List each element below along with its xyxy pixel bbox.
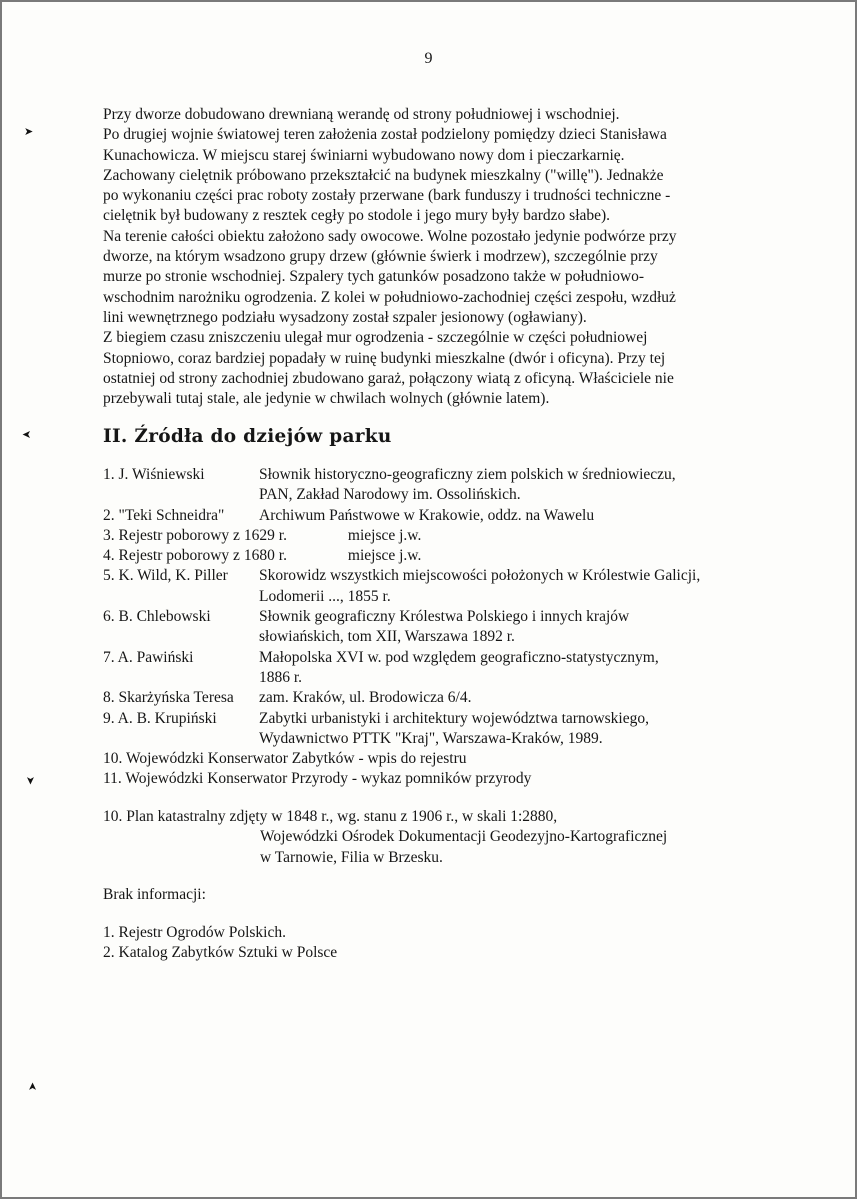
source-line: 1886 r. bbox=[259, 668, 303, 686]
binder-mark-icon: ➤ bbox=[22, 428, 32, 441]
cadastral-plan-entry bbox=[103, 807, 773, 868]
source-author: 7. A. Pawiński bbox=[103, 648, 194, 666]
text-line: wschodnim narożniku ogrodzenia. Z kolei w południowo-zachodniej części zespołu, wzdłuż bbox=[103, 288, 676, 306]
binder-mark-icon: ➤ bbox=[24, 775, 38, 786]
source-text: 11. Wojewódzki Konserwator Przyrody - wykaz pomników przyrody bbox=[103, 770, 532, 788]
source-item bbox=[103, 749, 773, 769]
text-line: dworze, na którym wsadzono grupy drzew (głównie świerk i modrzew), szczególnie przy bbox=[103, 248, 658, 266]
source-item bbox=[103, 566, 773, 607]
source-description bbox=[259, 566, 700, 607]
text-line: cielętnik był budowany z resztek cegły po stodole i jego mury były bardzo słabe). bbox=[103, 207, 611, 225]
no-info-item: 2. Katalog Zabytków Sztuki w Polsce bbox=[103, 944, 338, 962]
source-description bbox=[259, 648, 659, 689]
binder-mark-icon: ➤ bbox=[26, 1081, 40, 1092]
source-author: 1. J. Wiśniewski bbox=[103, 466, 205, 483]
source-item bbox=[103, 526, 773, 546]
source-description bbox=[259, 688, 472, 708]
source-description bbox=[259, 465, 676, 506]
source-item bbox=[103, 769, 773, 789]
source-item bbox=[103, 709, 773, 750]
text-line: murze po stronie wschodniej. Szpalery tych gatunków posadzono także w południowo- bbox=[103, 268, 645, 286]
source-text: 10. Wojewódzki Konserwator Zabytków - wpis do rejestru bbox=[103, 750, 467, 768]
text-line: Przy dworze dobudowano drewnianą werandę od strony południowej i wschodniej. bbox=[103, 106, 620, 123]
source-description bbox=[259, 709, 649, 750]
text-line: przebywali tutaj stale, ale jedynie w chwilach wolnych (głównie latem). bbox=[103, 390, 550, 408]
text-line: po wykonaniu części prac roboty zostały przerwane (bark funduszy i trudności techniczne - bbox=[103, 187, 671, 205]
no-info-item: 1. Rejestr Ogrodów Polskich. bbox=[103, 924, 286, 941]
source-year: 1680 r. bbox=[243, 547, 287, 565]
source-item bbox=[103, 546, 773, 566]
source-line: zam. Kraków, ul. Brodowicza 6/4. bbox=[259, 689, 472, 707]
source-item bbox=[103, 688, 773, 708]
source-line: Skorowidz wszystkich miejscowości położonych w Królestwie Galicji, bbox=[259, 567, 701, 585]
binder-mark-icon: ➤ bbox=[24, 125, 34, 138]
source-line: Słownik geograficzny Królestwa Polskiego i innych krajów bbox=[259, 608, 630, 626]
source-line: Zabytki urbanistyki i architektury województwa tarnowskiego, bbox=[259, 709, 649, 727]
source-year: 1629 r. bbox=[243, 526, 287, 544]
source-author: 5. K. Wild, K. Piller bbox=[103, 567, 228, 585]
source-description bbox=[259, 607, 629, 648]
source-author: 9. A. B. Krupiński bbox=[103, 709, 217, 727]
text-line: lini wewnętrznego podziału wysadzony został szpaler jesionowy (ogławiany). bbox=[103, 308, 587, 326]
text-line: Z biegiem czasu zniszczeniu ulegał mur ogrodzenia - szczególnie w części południowej bbox=[103, 329, 648, 347]
page-number: 9 bbox=[424, 50, 433, 67]
source-description bbox=[259, 506, 594, 526]
text-line: Stopniowo, coraz bardziej popadały w ruinę budynki mieszkalne (dwór i oficyna). Przy tej bbox=[103, 349, 666, 367]
text-line: Zachowany cielętnik próbowano przekształcić na budynek mieszkalny ("willę"). Jednakże bbox=[103, 166, 664, 184]
source-item bbox=[103, 465, 773, 506]
source-item bbox=[103, 648, 773, 689]
text-line: ostatniej od strony zachodniej zbudowano garaż, połączony wiatą z oficyną. Właściciele nie bbox=[103, 369, 674, 387]
text-line: Kunachowicza. W miejscu starej świniarni wybudowano nowy dom i pieczarkarnię. bbox=[103, 146, 625, 164]
source-line: Lodomerii ..., 1855 r. bbox=[259, 587, 391, 605]
source-line: Małopolska XVI w. pod względem geograficzno-statystycznym, bbox=[259, 648, 659, 666]
source-item bbox=[103, 506, 773, 526]
section-heading: II. Źródła do dziejów parku bbox=[103, 426, 392, 447]
plan-line: Wojewódzki Ośrodek Dokumentacji Geodezyjno-Kartograficznej bbox=[260, 828, 668, 846]
source-place: miejsce j.w. bbox=[347, 526, 422, 544]
source-line: Wydawnictwo PTTK "Kraj", Warszawa-Kraków, 1989. bbox=[259, 729, 603, 747]
text-line: Po drugiej wojnie światowej teren założenia został podzielony pomiędzy dzieci Stanisława bbox=[103, 126, 667, 144]
source-line: PAN, Zakład Narodowy im. Ossolińskich. bbox=[259, 486, 521, 504]
document-page bbox=[2, 2, 855, 1197]
plan-line: w Tarnowie, Filia w Brzesku. bbox=[260, 848, 443, 866]
sources-list bbox=[103, 465, 773, 790]
source-author: 3. Rejestr poborowy z bbox=[103, 526, 240, 544]
source-author: 6. B. Chlebowski bbox=[103, 608, 211, 626]
text-line: Na terenie całości obiektu założono sady owocowe. Wolne pozostało jedynie podwórze przy bbox=[103, 227, 677, 245]
no-info-list bbox=[103, 923, 337, 964]
source-author: 4. Rejestr poborowy z bbox=[103, 547, 240, 565]
source-line: słowiańskich, tom XII, Warszawa 1892 r. bbox=[259, 628, 515, 646]
source-author: 2. "Teki Schneidra" bbox=[103, 506, 225, 524]
source-line: Słownik historyczno-geograficzny ziem polskich w średniowieczu, bbox=[259, 466, 676, 483]
source-place: miejsce j.w. bbox=[347, 547, 422, 565]
source-author: 8. Skarżyńska Teresa bbox=[103, 689, 234, 707]
source-line: Archiwum Państwowe w Krakowie, oddz. na Wawelu bbox=[259, 506, 595, 524]
plan-line: 10. Plan katastralny zdjęty w 1848 r., wg. stanu z 1906 r., w skali 1:2880, bbox=[103, 808, 558, 825]
intro-paragraph bbox=[103, 105, 763, 409]
no-info-label: Brak informacji: bbox=[103, 886, 206, 903]
source-item bbox=[103, 607, 773, 648]
